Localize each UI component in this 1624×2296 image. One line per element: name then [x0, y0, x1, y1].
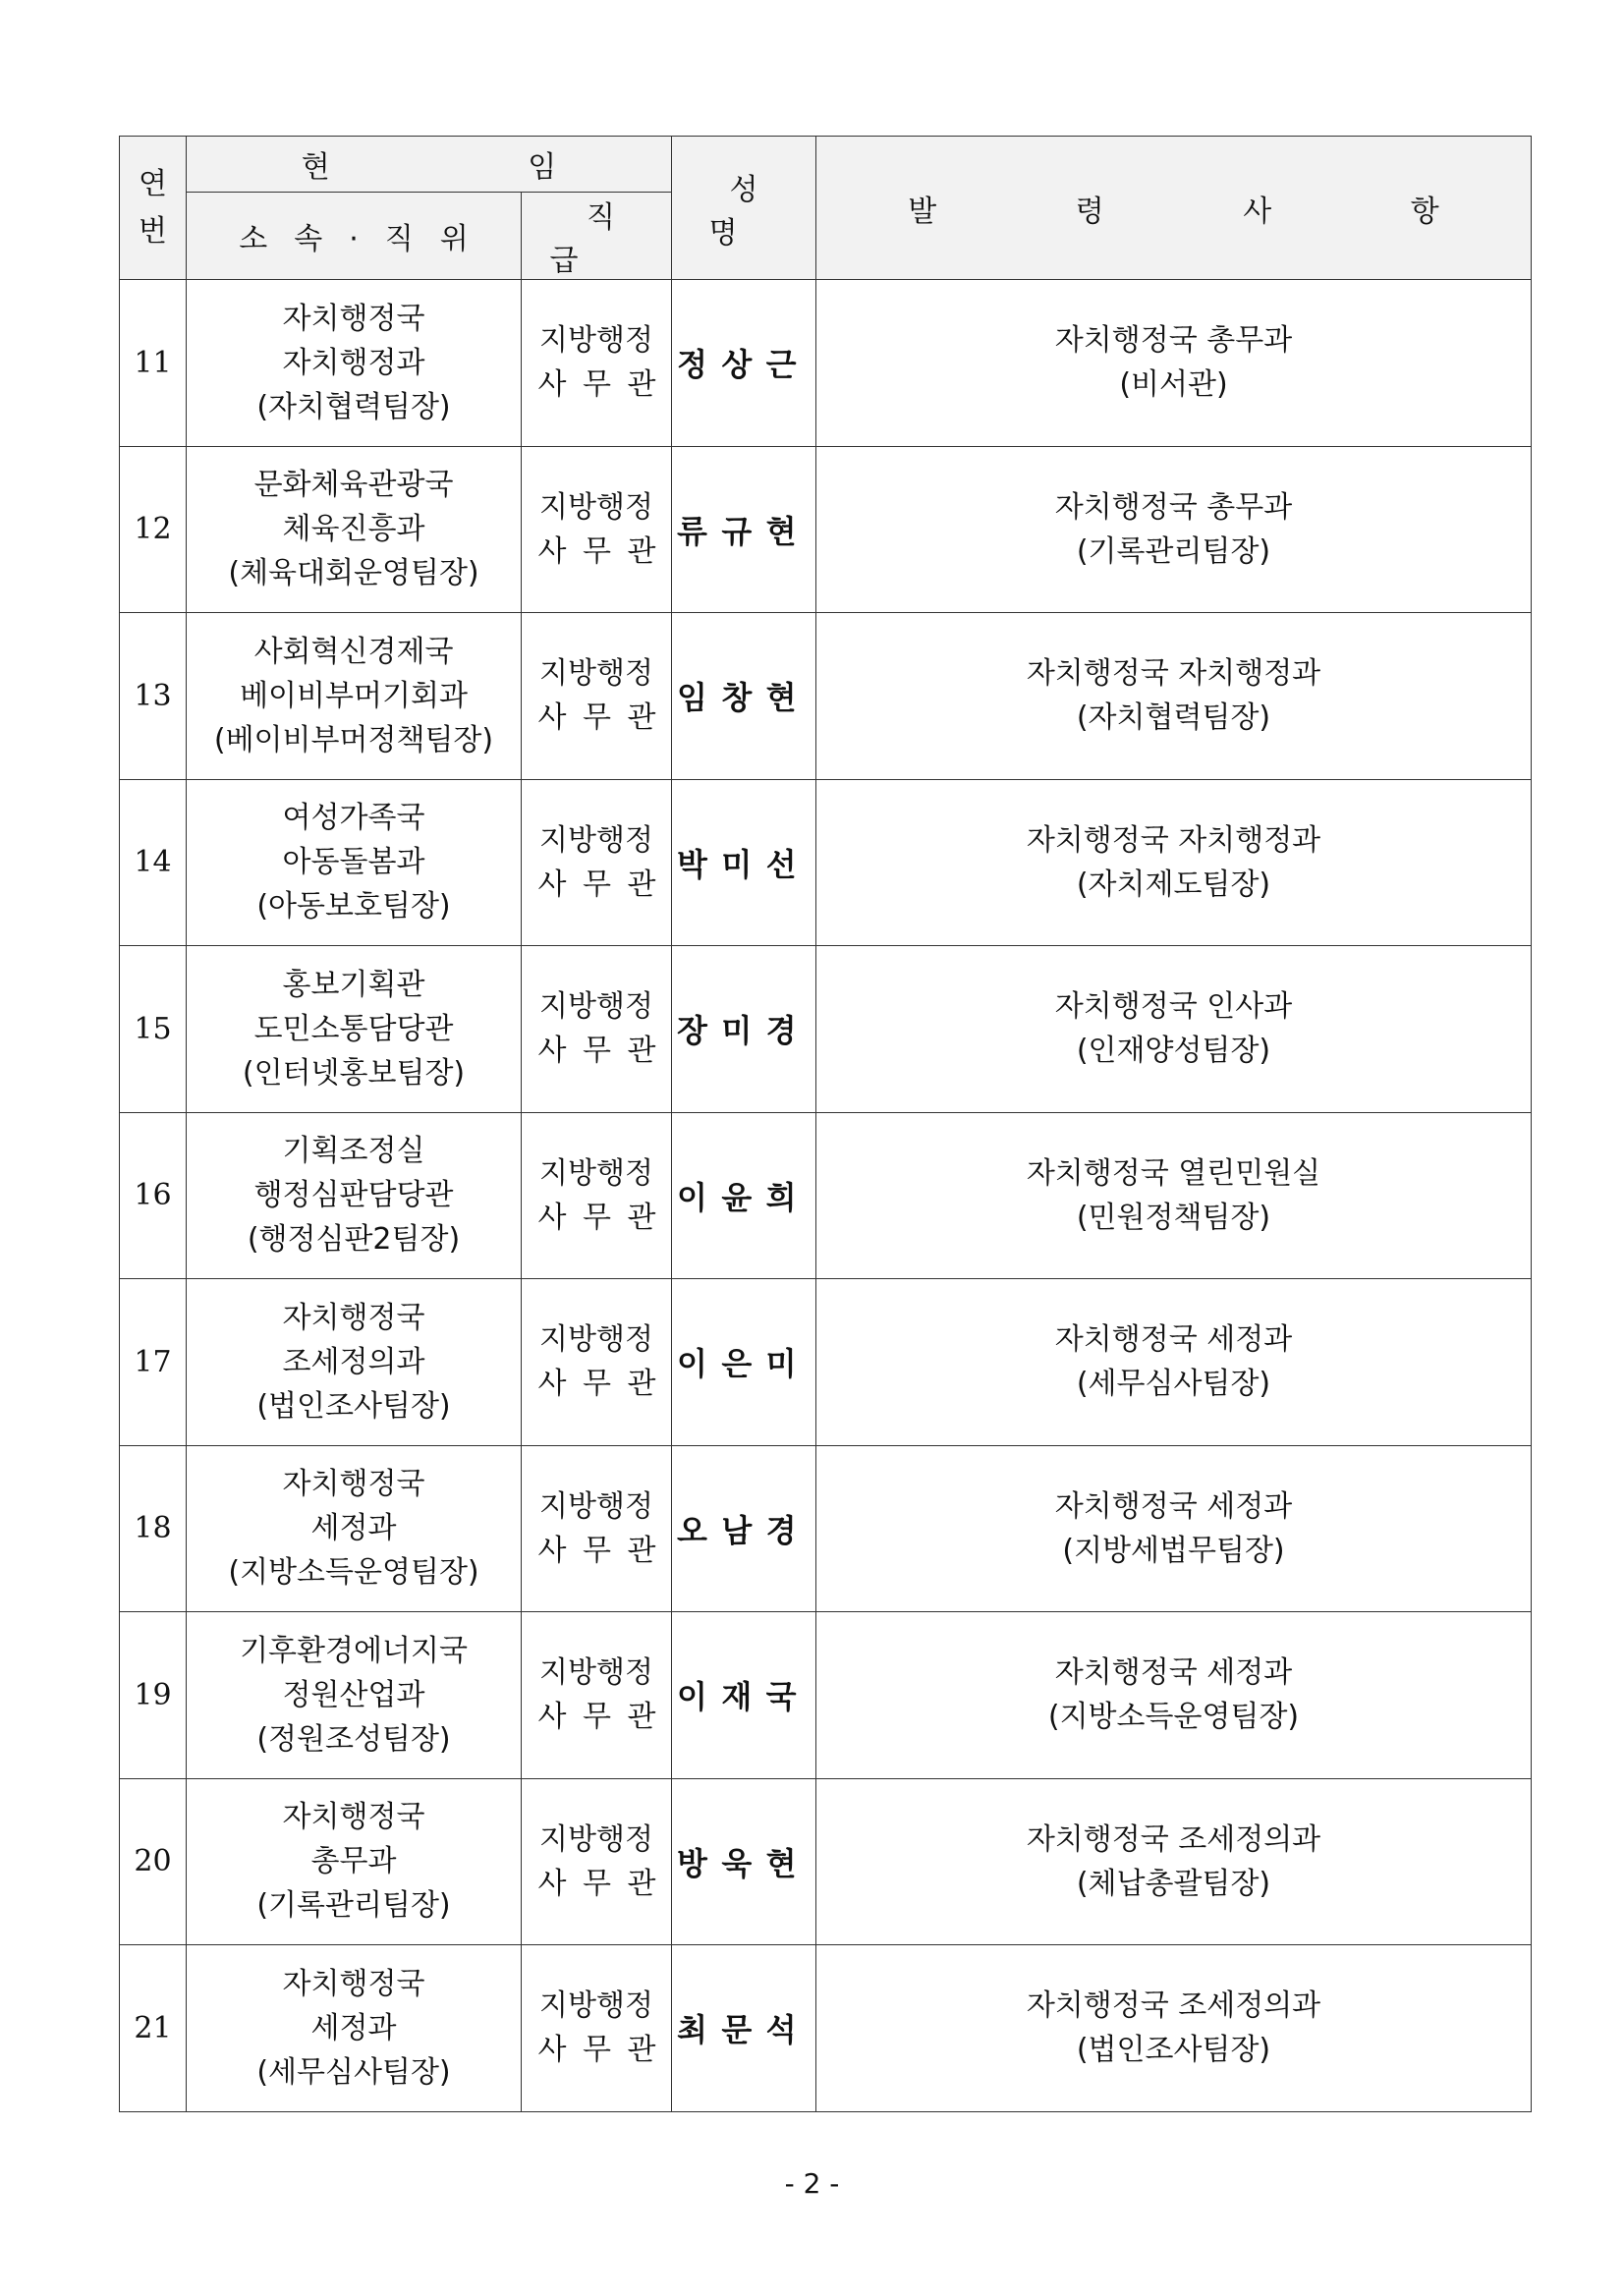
- order-line: (자치협력팀장): [1076, 700, 1271, 736]
- header-serial-number: 연 번: [120, 137, 187, 280]
- header-rank: 직 급: [522, 193, 672, 280]
- rank-line: 사무관: [537, 1034, 672, 1069]
- order-line: (기록관리팀장): [1076, 533, 1271, 569]
- rank-cell: [522, 946, 672, 1113]
- dept-line: 자치행정국: [282, 301, 425, 336]
- rank-line: 사무관: [537, 2033, 672, 2068]
- table-row: [120, 1279, 1532, 1446]
- dept-line: (세무심사팀장): [256, 2054, 451, 2090]
- rank-line: 사무관: [537, 1533, 672, 1568]
- dept-line: 세정과: [310, 1511, 397, 1546]
- name-cell: 방욱현: [672, 1778, 816, 1945]
- dept-position-cell: [187, 1612, 522, 1779]
- dept-position-cell: [187, 1945, 522, 2112]
- dept-line: (지방소득운영팀장): [228, 1555, 479, 1591]
- serial-number-cell: 13: [120, 613, 187, 780]
- dept-line: 사회혁신경제국: [253, 634, 454, 669]
- dept-line: 자치행정과: [282, 345, 425, 380]
- order-cell: [816, 1778, 1532, 1945]
- serial-number-cell: 20: [120, 1778, 187, 1945]
- table-row: [120, 946, 1532, 1113]
- order-line: 자치행정국 열린민원실: [1026, 1155, 1321, 1191]
- dept-line: (체육대회운영팀장): [228, 556, 479, 591]
- header-name: 성 명: [672, 137, 816, 280]
- order-line: (지방세법무팀장): [1062, 1533, 1285, 1568]
- dept-line: 베이비부머기회과: [240, 678, 468, 713]
- table-row: [120, 1778, 1532, 1945]
- rank-cell: [522, 1112, 672, 1279]
- dept-position-cell: [187, 946, 522, 1113]
- dept-line: (자치협력팀장): [256, 389, 451, 424]
- rank-line: 지방행정: [539, 323, 653, 359]
- dept-line: 아동돌봄과: [282, 845, 425, 880]
- name-cell: 이재국: [672, 1612, 816, 1779]
- order-cell: [816, 1945, 1532, 2112]
- rank-line: 지방행정: [539, 1988, 653, 2024]
- dept-line: 행정심판담당관: [253, 1178, 454, 1213]
- dept-line: 도민소통담당관: [253, 1011, 454, 1046]
- name-cell: 이윤희: [672, 1112, 816, 1279]
- dept-position-cell: [187, 779, 522, 946]
- dept-position-cell: [187, 1445, 522, 1612]
- rank-line: 사무관: [537, 1200, 672, 1235]
- rank-line: 사무관: [537, 700, 672, 736]
- rank-cell: [522, 1445, 672, 1612]
- dept-position-cell: [187, 446, 522, 613]
- rank-cell: [522, 280, 672, 447]
- name-cell: 장미경: [672, 946, 816, 1113]
- order-line: 자치행정국 자치행정과: [1026, 822, 1321, 858]
- dept-line: 정원산업과: [282, 1677, 425, 1712]
- header-order: 발 령 사 항: [816, 137, 1532, 280]
- rank-cell: [522, 1279, 672, 1446]
- rank-line: 지방행정: [539, 822, 653, 858]
- rank-cell: [522, 1612, 672, 1779]
- name-cell: 최문석: [672, 1945, 816, 2112]
- table-row: [120, 1445, 1532, 1612]
- dept-line: (행정심판2팀장): [247, 1222, 461, 1258]
- order-line: (민원정책팀장): [1076, 1200, 1271, 1235]
- dept-line: (베이비부머정책팀장): [213, 722, 494, 757]
- rank-line: 지방행정: [539, 1488, 653, 1524]
- name-cell: 오남경: [672, 1445, 816, 1612]
- order-line: 자치행정국 세정과: [1054, 1655, 1293, 1691]
- order-line: (지방소득운영팀장): [1047, 1700, 1300, 1735]
- name-cell: 류규현: [672, 446, 816, 613]
- order-line: (인재양성팀장): [1076, 1034, 1271, 1069]
- order-line: 자치행정국 조세정의과: [1026, 1821, 1321, 1857]
- page-number: - 2 -: [784, 2167, 840, 2200]
- table-row: [120, 1945, 1532, 2112]
- rank-cell: [522, 779, 672, 946]
- name-cell: 정상근: [672, 280, 816, 447]
- table-row: [120, 1112, 1532, 1279]
- order-line: (세무심사팀장): [1076, 1367, 1271, 1402]
- dept-line: 홍보기획관: [282, 967, 425, 1002]
- rank-line: 사무관: [537, 533, 672, 569]
- personnel-order-table: [119, 136, 1532, 2112]
- order-cell: [816, 1279, 1532, 1446]
- rank-line: 사무관: [537, 1700, 672, 1735]
- dept-line: (아동보호팀장): [256, 889, 451, 924]
- order-line: (법인조사팀장): [1076, 2033, 1271, 2068]
- order-cell: [816, 946, 1532, 1113]
- serial-number-cell: 21: [120, 1945, 187, 2112]
- rank-line: 지방행정: [539, 1322, 653, 1358]
- rank-line: 지방행정: [539, 1821, 653, 1857]
- dept-line: 기후환경에너지국: [240, 1633, 468, 1668]
- order-line: (체납총괄팀장): [1076, 1866, 1271, 1901]
- table-row: [120, 779, 1532, 946]
- dept-line: 기획조정실: [282, 1134, 425, 1169]
- table-row: [120, 613, 1532, 780]
- table-row: [120, 280, 1532, 447]
- order-line: 자치행정국 조세정의과: [1026, 1988, 1321, 2024]
- rank-line: 지방행정: [539, 989, 653, 1025]
- order-cell: [816, 1445, 1532, 1612]
- rank-line: 사무관: [537, 1367, 672, 1402]
- dept-position-cell: [187, 613, 522, 780]
- order-line: (자치제도팀장): [1076, 867, 1271, 902]
- serial-number-cell: 15: [120, 946, 187, 1113]
- rank-cell: [522, 1778, 672, 1945]
- order-line: 자치행정국 자치행정과: [1026, 656, 1321, 692]
- rank-line: 사무관: [537, 367, 672, 403]
- order-cell: [816, 1112, 1532, 1279]
- order-cell: [816, 613, 1532, 780]
- dept-line: 여성가족국: [282, 801, 425, 836]
- dept-line: 자치행정국: [282, 1966, 425, 2001]
- serial-number-cell: 19: [120, 1612, 187, 1779]
- name-cell: 임창현: [672, 613, 816, 780]
- order-line: 자치행정국 인사과: [1054, 989, 1293, 1025]
- serial-number-cell: 17: [120, 1279, 187, 1446]
- order-line: 자치행정국 총무과: [1054, 323, 1293, 359]
- rank-cell: [522, 446, 672, 613]
- dept-line: (정원조성팀장): [256, 1721, 451, 1757]
- name-cell: 이은미: [672, 1279, 816, 1446]
- serial-number-cell: 12: [120, 446, 187, 613]
- order-line: 자치행정국 세정과: [1054, 1488, 1293, 1524]
- dept-line: (법인조사팀장): [256, 1388, 451, 1424]
- table-row: [120, 1612, 1532, 1779]
- dept-line: 조세정의과: [282, 1344, 425, 1379]
- order-line: (비서관): [1119, 367, 1228, 403]
- dept-line: 체육진흥과: [282, 512, 425, 547]
- dept-position-cell: [187, 1279, 522, 1446]
- order-cell: [816, 280, 1532, 447]
- rank-line: 사무관: [537, 1866, 672, 1901]
- serial-number-cell: 18: [120, 1445, 187, 1612]
- dept-line: 자치행정국: [282, 1300, 425, 1335]
- dept-line: 자치행정국: [282, 1467, 425, 1502]
- table-row: [120, 446, 1532, 613]
- dept-line: (기록관리팀장): [256, 1888, 451, 1924]
- serial-number-cell: 14: [120, 779, 187, 946]
- order-line: 자치행정국 세정과: [1054, 1322, 1293, 1358]
- dept-line: 세정과: [310, 2010, 397, 2045]
- header-dept-position: 소속·직위: [187, 193, 522, 280]
- order-cell: [816, 779, 1532, 946]
- dept-position-cell: [187, 1112, 522, 1279]
- serial-number-cell: 11: [120, 280, 187, 447]
- dept-position-cell: [187, 280, 522, 447]
- order-line: 자치행정국 총무과: [1054, 489, 1293, 525]
- rank-line: 사무관: [537, 867, 672, 902]
- dept-line: 자치행정국: [282, 1800, 425, 1835]
- serial-number-cell: 16: [120, 1112, 187, 1279]
- dept-line: 문화체육관광국: [253, 468, 454, 503]
- dept-line: 총무과: [310, 1844, 397, 1879]
- rank-line: 지방행정: [539, 1655, 653, 1691]
- rank-line: 지방행정: [539, 656, 653, 692]
- rank-line: 지방행정: [539, 489, 653, 525]
- header-current-post: 현 임: [187, 137, 672, 193]
- order-cell: [816, 1612, 1532, 1779]
- rank-cell: [522, 1945, 672, 2112]
- rank-cell: [522, 613, 672, 780]
- name-cell: 박미선: [672, 779, 816, 946]
- dept-position-cell: [187, 1778, 522, 1945]
- rank-line: 지방행정: [539, 1155, 653, 1191]
- order-cell: [816, 446, 1532, 613]
- dept-line: (인터넷홍보팀장): [242, 1055, 466, 1091]
